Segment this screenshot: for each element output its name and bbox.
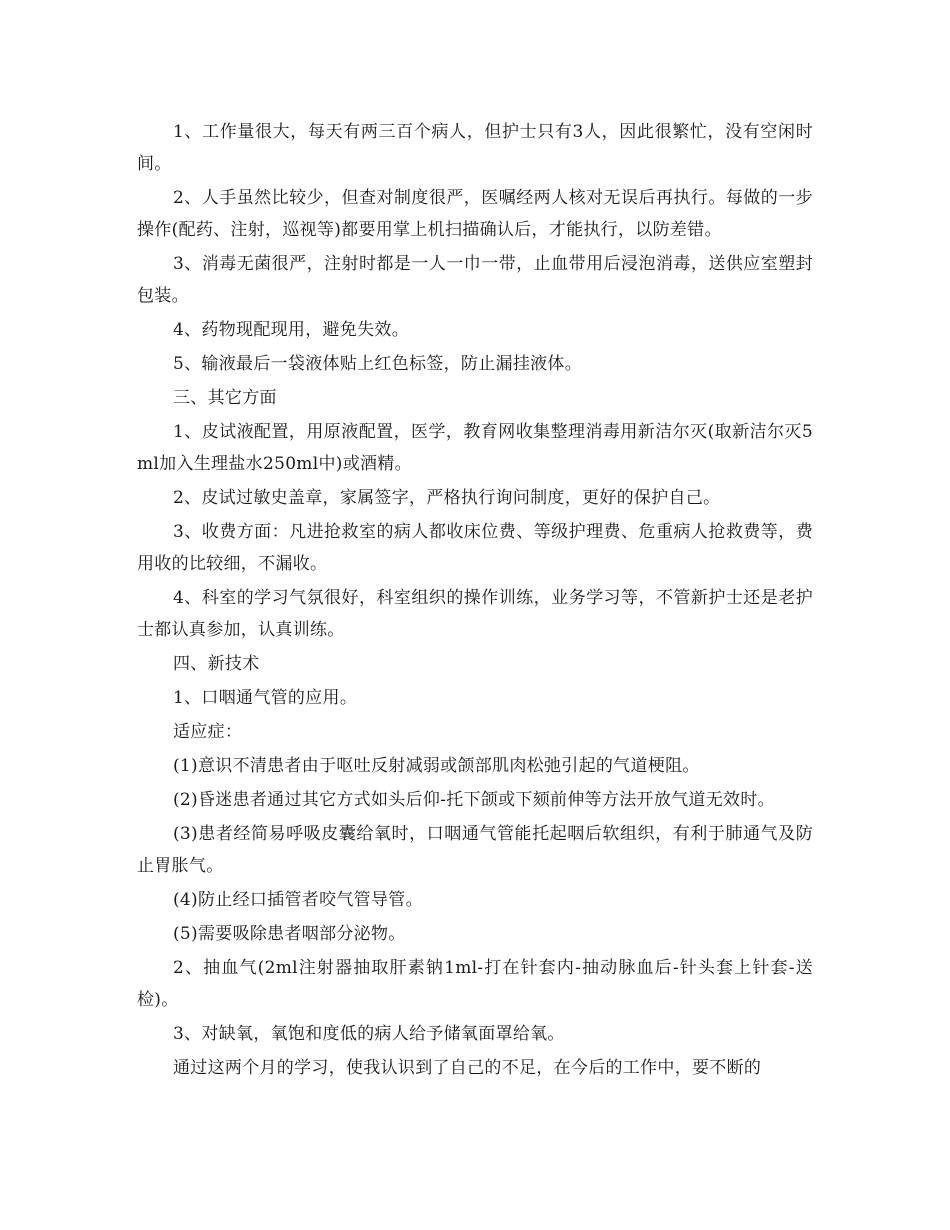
list-item-indication-1: (1)意识不清患者由于呕吐反射减弱或颌部肌肉松弛引起的气道梗阻。 xyxy=(173,756,700,776)
list-item-indication-3: (3)患者经简易呼吸皮囊给氧时，口咽通气管能托起咽后软组织，有利于肺通气及防止胃胀气。 xyxy=(137,824,813,876)
paragraph-skin-test-solution: 1、皮试液配置，用原液配置，医学，教育网收集整理消毒用新洁尔灭(取新洁尔灭5ml加入生理盐水250ml中)或酒精。 xyxy=(137,422,813,474)
section-heading-new-tech: 四、新技术 xyxy=(173,654,260,674)
paragraph-disinfection: 3、消毒无菌很严，注射时都是一人一巾一带，止血带用后浸泡消毒，送供应室塑封包装。 xyxy=(137,254,813,306)
list-item-indication-5: (5)需要吸除患者咽部分泌物。 xyxy=(173,924,406,944)
paragraph-learning: 4、科室的学习气氛很好，科室组织的操作训练，业务学习等，不管新护士还是老护士都认真参加，认真训练。 xyxy=(137,588,813,640)
section-heading-other: 三、其它方面 xyxy=(173,388,277,408)
paragraph-workload: 1、工作量很大，每天有两三百个病人，但护士只有3人，因此很繁忙，没有空闲时间。 xyxy=(137,122,813,174)
paragraph-medication: 4、药物现配现用，避免失效。 xyxy=(173,320,410,340)
list-item-indication-2: (2)昏迷患者通过其它方式如头后仰-托下颌或下颏前伸等方法开放气道无效时。 xyxy=(173,790,775,810)
paragraph-infusion: 5、输液最后一袋液体贴上红色标签，防止漏挂液体。 xyxy=(173,354,583,374)
document-body xyxy=(137,116,813,1086)
paragraph-blood-gas: 2、抽血气(2ml注射器抽取肝素钠1ml-打在针套内-抽动脉血后-针头套上针套-送检)。 xyxy=(137,958,813,1010)
paragraph-oxygen: 3、对缺氧，氧饱和度低的病人给予储氧面罩给氧。 xyxy=(173,1024,565,1044)
paragraph-airway: 1、口咽通气管的应用。 xyxy=(173,688,358,708)
paragraph-fees: 3、收费方面：凡进抢救室的病人都收床位费、等级护理费、危重病人抢救费等，费用收的比较细，不漏收。 xyxy=(137,522,813,574)
paragraph-conclusion: 通过这两个月的学习，使我认识到了自己的不足，在今后的工作中，要不断的 xyxy=(173,1058,762,1078)
paragraph-allergy-history: 2、皮试过敏史盖章，家属签字，严格执行询问制度，更好的保护自己。 xyxy=(173,488,721,508)
paragraph-indications: 适应症： xyxy=(173,722,243,742)
paragraph-verification: 2、人手虽然比较少，但查对制度很严，医嘱经两人核对无误后再执行。每做的一步操作(配药、注射，巡视等)都要用掌上机扫描确认后，才能执行，以防差错。 xyxy=(137,188,813,240)
list-item-indication-4: (4)防止经口插管者咬气管导管。 xyxy=(173,890,423,910)
